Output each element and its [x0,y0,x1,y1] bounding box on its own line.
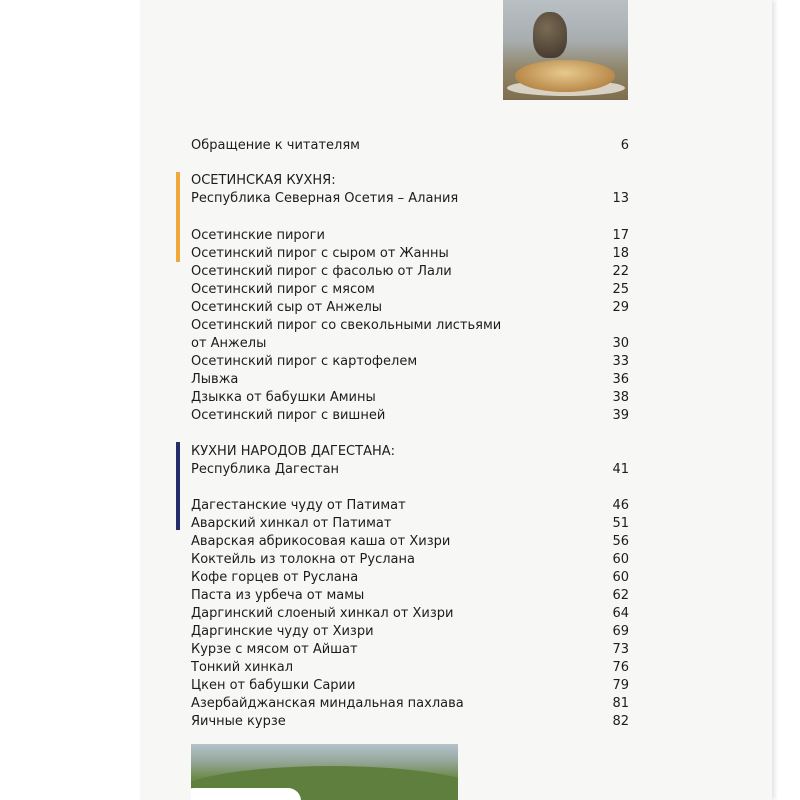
toc-entry[interactable] [191,695,629,713]
section-accent-bar [176,442,180,530]
toc-entry[interactable] [191,389,629,407]
toc-entry-title: Обращение к читателям [191,138,360,153]
toc-entry-title: Даргинские чуду от Хизри [191,624,374,639]
toc-entry-title: Дзыкка от бабушки Амины [191,390,376,405]
toc-entry[interactable] [191,299,629,317]
toc-entry-title: Азербайджанская миндальная пахлава [191,696,464,711]
pie-image [515,60,615,92]
toc-entry[interactable] [191,227,629,245]
toc-entry-title: Аварская абрикосовая каша от Хизри [191,534,451,549]
toc-entry-title: Лывжа [191,372,239,387]
toc-entry-page: 69 [612,624,629,639]
toc-entry-title: от Анжелы [191,336,267,351]
toc-entry[interactable] [191,245,629,263]
section-accent-bar [176,172,180,262]
toc-entry-section1[interactable] [191,190,629,208]
toc-entry-page: 39 [612,408,629,423]
toc-entry-title: Дагестанские чуду от Патимат [191,498,406,513]
toc-entry[interactable] [191,641,629,659]
toc-entry-page: 60 [612,552,629,567]
section-heading-text: КУХНИ НАРОДОВ ДАГЕСТАНА: [191,444,396,459]
toc-entry-title: Осетинский пирог с мясом [191,282,375,297]
toc-entry-page: 76 [612,660,629,675]
toc-entry-page: 64 [612,606,629,621]
toc-entry[interactable] [191,407,629,425]
toc-entry-title: Даргинский слоеный хинкал от Хизри [191,606,454,621]
toc-entry[interactable] [191,659,629,677]
toc-entry-page: 13 [612,191,629,206]
toc-entry-page: 51 [612,516,629,531]
toc-entry-page: 25 [612,282,629,297]
toc-entry[interactable] [191,263,629,281]
landscape-photo [191,744,458,800]
toc-entry[interactable] [191,551,629,569]
toc-entry[interactable] [191,605,629,623]
toc-entry[interactable] [191,623,629,641]
toc-entry-title: Курзе с мясом от Айшат [191,642,358,657]
toc-entry-page: 38 [612,390,629,405]
toc-entry[interactable] [191,281,629,299]
toc-entry[interactable] [191,353,629,371]
toc-entry-intro[interactable] [191,137,629,155]
toc-entry-title: Осетинский пирог с вишней [191,408,386,423]
toc-entry-page: 81 [612,696,629,711]
toc-entry-title: Тонкий хинкал [191,660,294,675]
toc-entry[interactable] [191,587,629,605]
toc-entry-title: Яичные курзе [191,714,286,729]
toc-entry[interactable] [191,515,629,533]
section-heading [191,172,629,190]
toc-entry-title: Осетинский пирог с фасолью от Лали [191,264,452,279]
toc-entry-page: 79 [612,678,629,693]
toc-entry-section2[interactable] [191,461,629,479]
toc-entry[interactable] [191,569,629,587]
toc-entry[interactable] [191,335,629,353]
pitcher-image [533,12,567,58]
toc-entry[interactable] [191,497,629,515]
toc-entry[interactable] [191,371,629,389]
toc-entry-page: 41 [612,462,629,477]
toc-entry-page: 22 [612,264,629,279]
toc-entry-title: Осетинский пирог со свекольными листьями [191,318,502,333]
toc-entry-page: 56 [612,534,629,549]
toc-entry-title: Осетинский пирог с картофелем [191,354,418,369]
toc-entry-title: Аварский хинкал от Патимат [191,516,392,531]
section-heading-text: ОСЕТИНСКАЯ КУХНЯ: [191,173,336,188]
toc-entry-title: Коктейль из толокна от Руслана [191,552,415,567]
book-page [140,0,772,800]
food-photo [503,0,628,100]
toc-entry-title: Осетинский сыр от Анжелы [191,300,383,315]
toc-entry-page: 17 [612,228,629,243]
toc-entry-page: 46 [612,498,629,513]
toc-entry-page: 30 [612,336,629,351]
section-subheading: Республика Дагестан [191,462,340,477]
toc-entry-title: Паста из урбеча от мамы [191,588,365,603]
toc-entry-page: 60 [612,570,629,585]
toc-entry-page: 33 [612,354,629,369]
toc-entry[interactable] [191,677,629,695]
toc-entry-title: Цкен от бабушки Сарии [191,678,356,693]
toc-entry[interactable] [191,713,629,731]
toc-entry-title: Осетинский пирог с сыром от Жанны [191,246,449,261]
toc-entry-page: 82 [612,714,629,729]
toc-entry-page: 18 [612,246,629,261]
page-corner-overlay [191,788,301,800]
toc-entry-page: 36 [612,372,629,387]
toc-entry[interactable] [191,533,629,551]
toc-entry-page: 29 [612,300,629,315]
section-heading [191,443,629,461]
toc-entry-title: Кофе горцев от Руслана [191,570,359,585]
toc-entry-page: 73 [612,642,629,657]
toc-entry-page: 62 [612,588,629,603]
toc-entry-title: Осетинские пироги [191,228,325,243]
toc-entry-page: 6 [620,138,629,153]
section-subheading: Республика Северная Осетия – Алания [191,191,459,206]
toc-entry[interactable] [191,317,629,335]
